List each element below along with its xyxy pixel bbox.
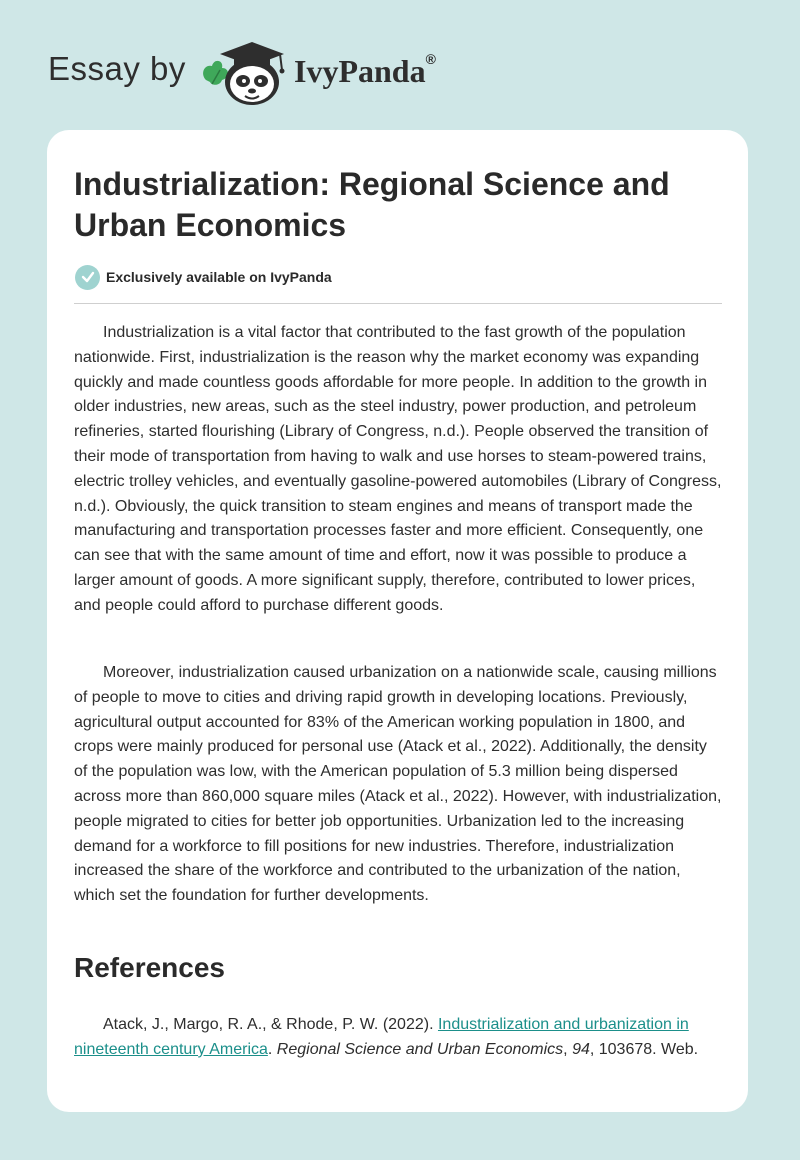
check-icon bbox=[75, 265, 100, 290]
references-heading: References bbox=[74, 952, 225, 983]
paragraph-1: Industrialization is a vital factor that contributed to the fast growth of the population nationwide. First, industrialization is the reason why the market economy was expanding quickly and made countless goods affordable for more people. In addition to the growth in older industries, new areas, such as the steel industry, power production, and petroleum refineries, started flourishing (Library of Congress, n.d.). People observed the transition of their mode of transportation from having to walk and use horses to steam-powered trains, electric trolley vehicles, and eventually gasoline-powered automobiles (Library of Congress, n.d.). Obviously, the quick transition to steam engines and means of transport made the manufacturing and transportation processes faster and more efficient. Consequently, one can see that with the same amount of time and effort, now it was possible to produce a larger amount of goods. A more significant supply, therefore, contributed to lower prices, and people could afford to purchase different goods. bbox=[74, 324, 722, 614]
reference-rest: , 103678. Web. bbox=[589, 1040, 699, 1058]
essay-by-label: Essay by bbox=[48, 50, 186, 87]
brand-name: IvyPanda® bbox=[294, 51, 436, 89]
exclusive-badge bbox=[75, 264, 332, 290]
reference-link[interactable]: Industrialization and urbanization in nineteenth century America bbox=[74, 1016, 689, 1058]
essay-card bbox=[47, 130, 748, 1112]
site-header bbox=[0, 0, 800, 130]
reference-volume: 94 bbox=[572, 1040, 590, 1058]
reference-entry: Atack, J., Margo, R. A., & Rhode, P. W. (2022). Industrialization and urbanization in nineteenth century America. Regional Science and Urban Economics, 94, 103678. Web. bbox=[74, 1016, 699, 1058]
paragraph-2: Moreover, industrialization caused urbanization on a nationwide scale, causing millions of people to move to cities and driving rapid growth in developing locations. Previously, agricultural output accounted for 83% of the American working population in 1800, and crops were mainly produced for personal use (Atack et al., 2022). Additionally, the density of the population was low, with the American population of 5.3 million being dispersed across more than 860,000 square miles (Atack et al., 2022). However, with industrialization, people migrated to cities for better job opportunities. Urbanization led to the increasing demand for a workforce to fill positions for new industries. Therefore, industrialization increased the share of the workforce and contributed to the urbanization of the nation, which set the foundation for further developments. bbox=[74, 664, 722, 905]
reference-journal: Regional Science and Urban Economics bbox=[276, 1040, 564, 1058]
reference-authors: Atack, J., Margo, R. A., & Rhode, P. W. (2022). bbox=[103, 1016, 438, 1033]
exclusive-badge-label: Exclusively available on IvyPanda bbox=[106, 269, 332, 285]
page-title: Industrialization: Regional Science and Urban Economics bbox=[74, 166, 670, 243]
ivypanda-logo-icon[interactable] bbox=[200, 36, 292, 108]
divider bbox=[74, 303, 722, 304]
